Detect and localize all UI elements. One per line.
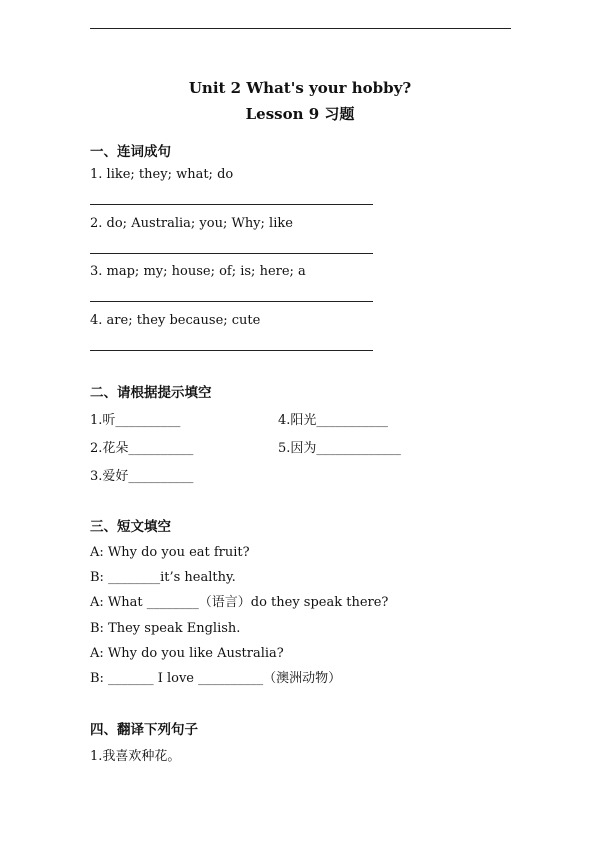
- section2-item-2[interactable]: 2.花朵__________: [90, 441, 194, 456]
- section1-item-4: 4. are; they because; cute: [90, 313, 261, 328]
- section4-item-1: 1.我喜欢种花。: [90, 749, 181, 764]
- section2-item-5[interactable]: 5.因为_____________: [278, 441, 401, 456]
- section1-item-1: 1. like; they; what; do: [90, 167, 234, 182]
- document-subtitle: Lesson 9 习题: [245, 105, 355, 123]
- dialogue-line-2[interactable]: B: ________it’s healthy.: [90, 570, 236, 585]
- answer-line-3[interactable]: [90, 301, 373, 302]
- section2-heading: 二、请根据提示填空: [90, 385, 212, 401]
- answer-line-2[interactable]: [90, 253, 373, 254]
- section2-item-3[interactable]: 3.爱好__________: [90, 469, 194, 484]
- section1-item-3: 3. map; my; house; of; is; here; a: [90, 264, 306, 279]
- section1-item-2: 2. do; Australia; you; Why; like: [90, 216, 293, 231]
- section2-item-4[interactable]: 4.阳光___________: [278, 413, 388, 428]
- dialogue-line-3[interactable]: A: What ________（语言）do they speak there?: [90, 595, 389, 610]
- dialogue-line-5: A: Why do you like Australia?: [90, 646, 284, 661]
- dialogue-line-4: B: They speak English.: [90, 621, 241, 636]
- dialogue-line-6[interactable]: B: _______ I love __________（澳洲动物）: [90, 671, 342, 686]
- page-top-rule: [90, 28, 511, 29]
- section3-heading: 三、短文填空: [90, 519, 171, 535]
- answer-line-1[interactable]: [90, 204, 373, 205]
- document-title: Unit 2 What's your hobby?: [188, 79, 412, 97]
- section4-heading: 四、翻译下列句子: [90, 722, 198, 738]
- answer-line-4[interactable]: [90, 350, 373, 351]
- section2-item-1[interactable]: 1.听__________: [90, 413, 181, 428]
- dialogue-line-1: A: Why do you eat fruit?: [90, 545, 250, 560]
- section1-heading: 一、连词成句: [90, 144, 171, 160]
